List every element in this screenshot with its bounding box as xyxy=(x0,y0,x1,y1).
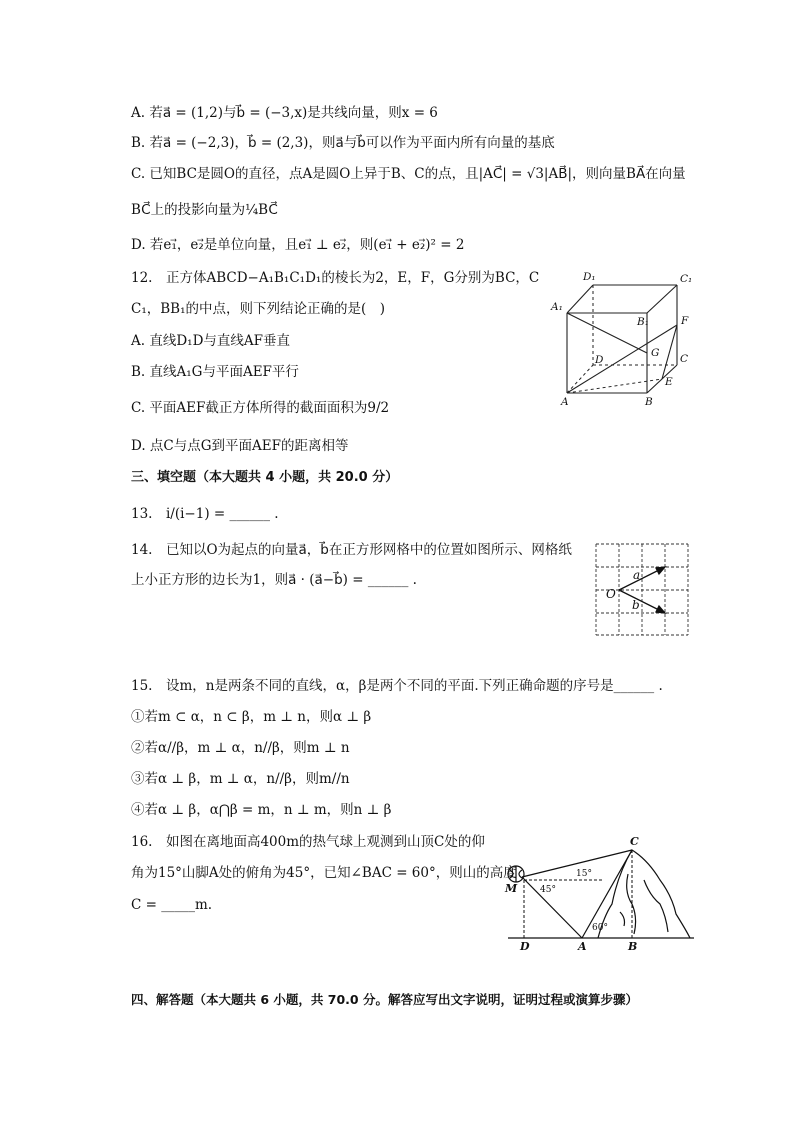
q15-item-3: ③若α ⊥ β，m ⊥ α，n//β，则m//n xyxy=(131,771,350,787)
fig16-angle-60: 60° xyxy=(592,923,608,933)
q16-line3: C = _____m. xyxy=(131,897,213,913)
q11-option-a: A. 若a⃗ = (1,2)与b⃗ = (−3,x)是共线向量，则x = 6 xyxy=(131,105,438,121)
cube-label-b: B xyxy=(645,396,653,408)
fig16-label-c: C xyxy=(630,835,639,848)
section-3-heading: 三、填空题（本大题共 4 小题，共 20.0 分） xyxy=(131,470,399,485)
grid-label-b: b xyxy=(632,598,640,612)
cube-label-g: G xyxy=(651,347,660,359)
q11-option-c-line2: BC⃗上的投影向量为¼BC⃗ xyxy=(131,202,278,218)
cube-label-a1: A₁ xyxy=(551,301,563,313)
q11-option-b: B. 若a⃗ = (−2,3)，b⃗ = (2,3)，则a⃗与b⃗可以作为平面内所有向量的基底 xyxy=(131,135,555,151)
fig16-label-d: D xyxy=(520,940,530,952)
cube-figure xyxy=(545,268,705,408)
q11-option-c-line1: C. 已知BC是圆O的直径，点A是圆O上异于B、C的点，且|AC⃗| = √3|AB⃗|，则向量BA⃗在向量 xyxy=(131,166,686,182)
cube-label-d1: D₁ xyxy=(583,271,596,283)
q12-stem-line1: 12. 正方体ABCD−A₁B₁C₁D₁的棱长为2，E，F，G分别为BC，C xyxy=(131,270,540,286)
cube-label-a: A xyxy=(561,396,569,408)
q12-stem-line2: C₁，BB₁的中点，则下列结论正确的是( ) xyxy=(131,301,386,317)
q15-stem: 15. 设m，n是两条不同的直线，α，β是两个不同的平面.下列正确命题的序号是______ . xyxy=(131,678,663,694)
q15-item-1: ①若m ⊂ α，n ⊂ β，m ⊥ n，则α ⊥ β xyxy=(131,709,372,725)
fig16-angle-15: 15° xyxy=(576,869,592,879)
fig16-label-m: M xyxy=(505,882,518,895)
grid-label-a: a xyxy=(633,568,641,582)
cube-label-d: D xyxy=(595,354,604,366)
q11-option-d: D. 若e₁⃗，e₂⃗是单位向量，且e₁⃗ ⊥ e₂⃗，则(e₁⃗ + e₂⃗)² = 2 xyxy=(131,237,465,253)
section-4-heading: 四、解答题（本大题共 6 小题，共 70.0 分。解答应写出文字说明，证明过程或演算步骤） xyxy=(131,992,638,1007)
cube-label-f: F xyxy=(681,315,689,327)
balloon-mountain-figure xyxy=(500,834,700,952)
q14-line2: 上小正方形的边长为1，则a⃗ · (a⃗−b⃗) = ______ . xyxy=(131,572,417,588)
vector-grid-figure xyxy=(592,541,692,641)
grid-label-o: O xyxy=(606,587,616,601)
q15-item-4: ④若α ⊥ β，α⋂β = m，n ⊥ m，则n ⊥ β xyxy=(131,802,392,818)
q12-option-c: C. 平面AEF截正方体所得的截面面积为9/2 xyxy=(131,400,390,416)
fig16-angle-45: 45° xyxy=(540,885,556,895)
q16-line1: 16. 如图在离地面高400m的热气球上观测到山顶C处的仰 xyxy=(131,834,485,850)
fig16-label-a: A xyxy=(578,940,587,952)
q12-option-a: A. 直线D₁D与直线AF垂直 xyxy=(131,333,291,349)
cube-label-c1: C₁ xyxy=(680,273,693,285)
q12-option-d: D. 点C与点G到平面AEF的距离相等 xyxy=(131,438,349,454)
cube-label-c: C xyxy=(680,353,689,365)
cube-label-e: E xyxy=(665,376,673,388)
q12-option-b: B. 直线A₁G与平面AEF平行 xyxy=(131,364,299,380)
q15-item-2: ②若α//β，m ⊥ α，n//β，则m ⊥ n xyxy=(131,740,350,756)
q16-line2: 角为15°山脚A处的俯角为45°，已知∠BAC = 60°，则山的高度 xyxy=(131,865,517,881)
cube-label-b1: B₁ xyxy=(637,316,649,328)
fig16-label-b: B xyxy=(628,940,638,952)
q13: 13. i/(i−1) = ______ . xyxy=(131,506,279,522)
q14-line1: 14. 已知以O为起点的向量a⃗，b⃗在正方形网格中的位置如图所示、网格纸 xyxy=(131,542,572,558)
